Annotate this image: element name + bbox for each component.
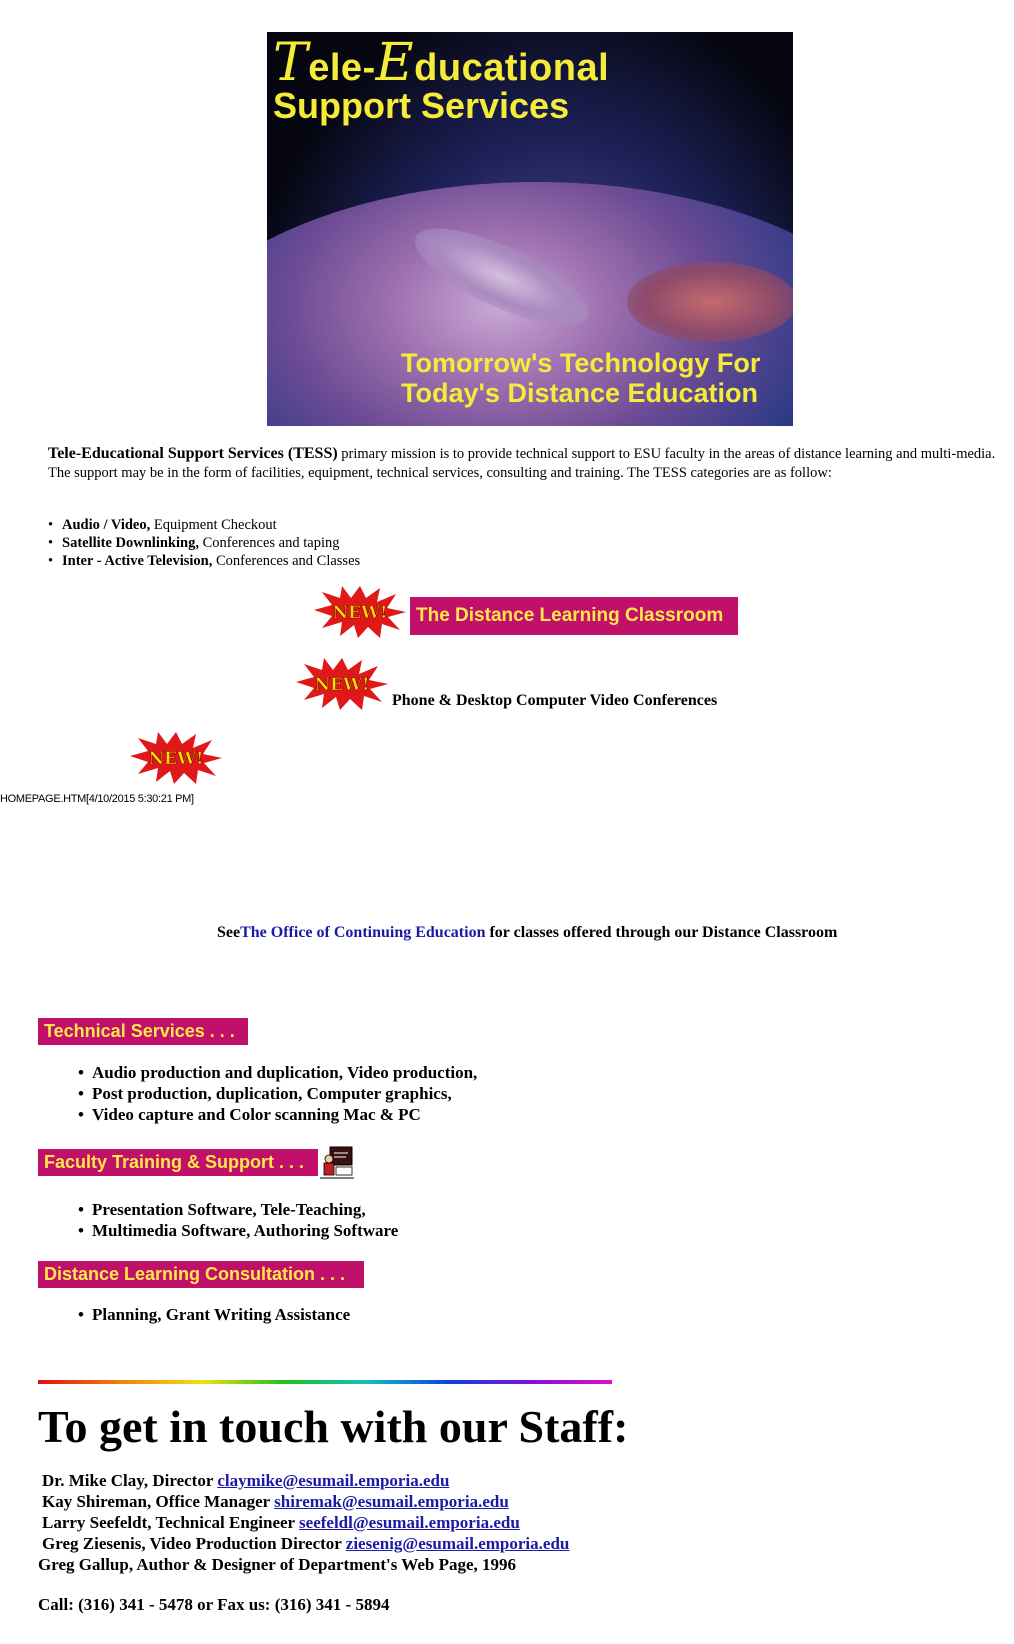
list-item: • Video capture and Color scanning Mac & PC (78, 1105, 421, 1124)
new-badge-icon (296, 658, 388, 710)
email-link[interactable]: ziesenig@esumail.emporia.edu (345, 1534, 570, 1553)
section-heading-technical-services: Technical Services . . . (38, 1018, 248, 1045)
new-badge-icon (314, 586, 406, 638)
new-badge-icon (130, 732, 222, 784)
technical-services-list (78, 1062, 477, 1125)
section-heading-distance-consultation: Distance Learning Consultation . . . (38, 1261, 364, 1288)
phone-video-conference-link[interactable]: Phone & Desktop Computer Video Conferences (392, 692, 718, 709)
category-list (48, 516, 360, 570)
email-link[interactable]: claymike@esumail.emporia.edu (217, 1471, 450, 1490)
rainbow-divider (38, 1380, 612, 1384)
faculty-training-list (78, 1199, 398, 1241)
distance-consultation-list (78, 1304, 350, 1325)
staff-row: Dr. Mike Clay, Director claymike@esumail.emporia.edu (42, 1471, 450, 1490)
hero-title-line1: Tele-Educational (273, 33, 610, 93)
section-heading-faculty-training: Faculty Training & Support . . . (38, 1149, 318, 1176)
new-badge-text: NEW! (148, 749, 204, 769)
list-item: • Post production, duplication, Computer graphics, (78, 1084, 452, 1103)
author-credit: Greg Gallup, Author & Designer of Department's Web Page, 1996 (38, 1555, 517, 1574)
list-item: • Audio / Video, Equipment Checkout (48, 517, 277, 533)
distance-classroom-link[interactable]: The Distance Learning Classroom (410, 597, 738, 635)
hero-tagline: Tomorrow's Technology For Today's Distance Education (401, 348, 761, 408)
contact-heading: To get in touch with our Staff: (38, 1401, 629, 1452)
staff-row: Kay Shireman, Office Manager shiremak@esumail.emporia.edu (42, 1492, 509, 1511)
hero-title-line2: Support Services (273, 85, 570, 126)
list-item: • Planning, Grant Writing Assistance (78, 1305, 351, 1324)
call-line: Call: (316) 341 - 5478 or Fax us: (316) 341 - 5894 (38, 1595, 390, 1614)
list-item: • Inter - Active Television, Conferences and Classes (48, 553, 361, 569)
continuing-education-link[interactable]: The Office of Continuing Education (240, 924, 486, 941)
hero-banner (267, 32, 793, 426)
new-badge-text: NEW! (314, 675, 370, 695)
list-item: • Audio production and duplication, Video production, (78, 1063, 478, 1082)
teacher-chalkboard-icon (320, 1145, 354, 1179)
staff-row: Greg Ziesenis, Video Production Director ziesenig@esumail.emporia.edu (42, 1534, 570, 1553)
list-item: • Multimedia Software, Authoring Software (78, 1221, 399, 1240)
email-link[interactable]: shiremak@esumail.emporia.edu (274, 1492, 509, 1511)
see-continuing-education-line: SeeThe Office of Continuing Education for classes offered through our Distance Classroom (217, 924, 838, 941)
org-name: Tele-Educational Support Services (TESS) (48, 445, 338, 462)
staff-list (42, 1470, 569, 1554)
list-item: • Presentation Software, Tele-Teaching, (78, 1200, 366, 1219)
email-link[interactable]: seefeldl@esumail.emporia.edu (299, 1513, 520, 1532)
staff-row: Larry Seefeldt, Technical Engineer seefeldl@esumail.emporia.edu (42, 1513, 520, 1532)
intro-paragraph: Tele-Educational Support Services (TESS) primary mission is to provide technical support to ESU faculty in the areas of distance learning and multi-media. The support may be in the form of facilities, equipment, technical services, consulting and training. The TESS categories are as follow: (48, 445, 996, 481)
new-badge-text: NEW! (332, 603, 388, 623)
page-footer-stamp: HOMEPAGE.HTM[4/10/2015 5:30:21 PM] (0, 793, 194, 805)
list-item: • Satellite Downlinking, Conferences and taping (48, 535, 340, 551)
